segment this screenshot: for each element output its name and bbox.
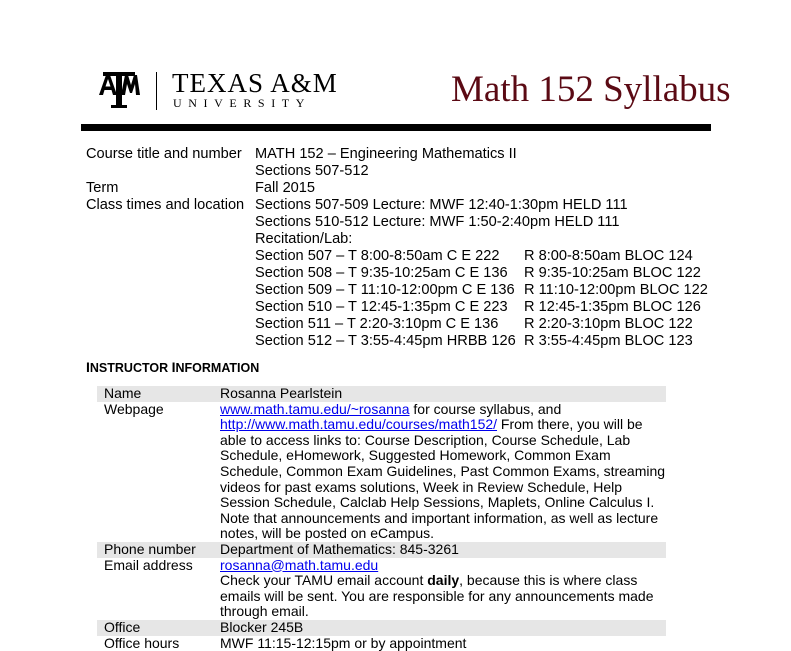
table-row	[97, 620, 666, 636]
name-label: Name	[97, 386, 220, 402]
office-label: Office	[97, 620, 220, 636]
course-value: Fall 2015	[255, 180, 315, 197]
office-value: Blocker 245B	[220, 620, 666, 636]
table-row	[97, 636, 666, 651]
webpage-label: Webpage	[97, 402, 220, 542]
logo-divider	[156, 72, 157, 110]
name-value: Rosanna Pearlstein	[220, 386, 666, 402]
recitation-thursday: R 8:00-8:50am BLOC 124	[524, 248, 693, 265]
table-row	[97, 558, 666, 620]
recitation-tuesday: Section 507 – T 8:00-8:50am C E 222	[255, 248, 499, 265]
section-heading: INSTRUCTOR INFORMATION	[86, 359, 259, 375]
office-hours-value: MWF 11:15-12:15pm or by appointment	[220, 636, 666, 651]
recitation-thursday: R 3:55-4:45pm BLOC 123	[524, 333, 693, 350]
course-label: Class times and location	[86, 197, 244, 214]
recitation-thursday: R 11:10-12:00pm BLOC 122	[524, 282, 708, 299]
recitation-tuesday: Section 509 – T 11:10-12:00pm C E 136	[255, 282, 515, 299]
office-hours-label: Office hours	[97, 636, 220, 651]
tamu-logo-icon	[97, 71, 141, 111]
email-label: Email address	[97, 558, 220, 620]
course-syllabus-link[interactable]: www.math.tamu.edu/~rosanna	[220, 401, 410, 417]
university-subtitle: UNIVERSITY	[173, 96, 311, 110]
recitation-tuesday: Section 508 – T 9:35-10:25am C E 136	[255, 265, 508, 282]
phone-label: Phone number	[97, 542, 220, 558]
instructor-table	[97, 386, 666, 651]
webpage-value: www.math.tamu.edu/~rosanna for course syllabus, and http://www.math.tamu.edu/courses/math152/ From there, you will be able to access links to: Course Description, Course Schedule, Lab Schedule, eHomework, Suggested Homework, Common Exam Schedule, Common Exam Guidelines, Past Common Exams, streaming videos for past exams solutions, Week in Review Schedule, Help Session Schedule, Calclab Help Sessions, Maplets, Online Calculus I. Note that announcements and important information, as well as lecture notes, will be posted on eCampus.	[220, 402, 666, 542]
header-rule	[81, 124, 711, 131]
course-label: Course title and number	[86, 146, 242, 163]
recitation-tuesday: Section 511 – T 2:20-3:10pm C E 136	[255, 316, 498, 333]
recitation-thursday: R 12:45-1:35pm BLOC 126	[524, 299, 701, 316]
recitation-tuesday: Section 510 – T 12:45-1:35pm C E 223	[255, 299, 508, 316]
email-link[interactable]: rosanna@math.tamu.edu	[220, 557, 378, 573]
course-value: Sections 507-512	[255, 163, 369, 180]
course-value: Sections 507-509 Lecture: MWF 12:40-1:30pm HELD 111	[255, 197, 628, 214]
course-value: Sections 510-512 Lecture: MWF 1:50-2:40pm HELD 111	[255, 214, 620, 231]
recitation-thursday: R 2:20-3:10pm BLOC 122	[524, 316, 693, 333]
university-name: TEXAS A&M	[172, 68, 338, 98]
phone-value: Department of Mathematics: 845-3261	[220, 542, 666, 558]
math152-courses-link[interactable]: http://www.math.tamu.edu/courses/math152/	[220, 416, 497, 432]
email-value: rosanna@math.tamu.edu Check your TAMU email account daily, because this is where class emails will be sent. You are responsible for any announcements made through email.	[220, 558, 666, 620]
recitation-tuesday: Section 512 – T 3:55-4:45pm HRBB 126	[255, 333, 516, 350]
course-label: Term	[86, 180, 118, 197]
table-row	[97, 542, 666, 558]
page-title: Math 152 Syllabus	[451, 68, 731, 112]
course-value: MATH 152 – Engineering Mathematics II	[255, 146, 517, 163]
table-row	[97, 386, 666, 402]
course-value: Recitation/Lab:	[255, 231, 352, 248]
recitation-thursday: R 9:35-10:25am BLOC 122	[524, 265, 701, 282]
table-row	[97, 402, 666, 542]
